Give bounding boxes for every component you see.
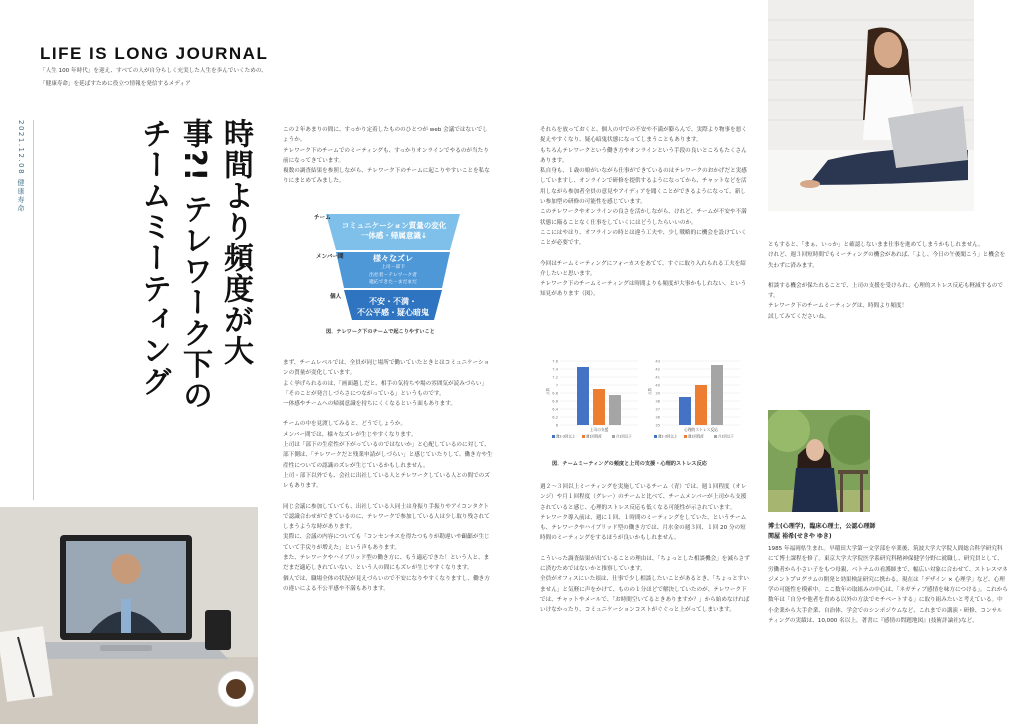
y-tick-label: 40 [655,383,660,388]
bar-support-0 [577,367,589,425]
y-tick-label: 39 [655,391,660,396]
divider [33,120,34,500]
intro-para: この２年あまりの間に、すっかり定着したもののひとつが web 会議ではないでしょうか。 [283,127,488,144]
body-para: 私自身も、１歳の娘がいながら仕事ができているのはテレワークのおかげだと実感していますし、オンラインで研修を提供するようになってから、チャットなどを活用しながら参加者全員の意見やアイディアを聞くことができるようになって、新しい参加型の研修の可能性を感じています。 [540,168,747,206]
spacer [283,409,493,419]
column3-text [768,240,1008,322]
legend-label: 週2-3回以上 [658,434,678,439]
bar-charts [536,355,746,465]
body-para: また、テレワークやハイブリッド型の働き方に、もう適応できた！という人と、まだまだ適応しきれていない、という人の間にもズレが生じやすくなります。 [283,555,490,572]
body-para: けれど、週３回短時間でもミーティングの機会があれば、「よし、今日の午後聞こう」と機会を失わずに済みます。 [768,252,1006,269]
legend-swatch [582,435,585,438]
funnel-text-members: 様々なズレ 上司－部下 出社者－テレワーク者 適応できた－まだまだ [369,254,417,285]
body-para: チームの中を見渡してみると、どうでしょうか。 [283,421,407,428]
legend-label: 月1回以下 [718,434,734,439]
author-photo [768,410,870,512]
bar-stress-0 [679,397,691,425]
y-tick-label: 38 [655,399,660,404]
body-para: 上司は「部下の生産性が下がっているのではないか」と心配しているのに対して、部下側は、「テレワークだと残業申請がしづらい」と感じていたりして、働き方や生産性についての認識のズレが生じているかもしれません。 [283,442,493,469]
body-para: 今回はチームミーティングにフォーカスをあてて、すぐに取り入れられる工夫を紹介したいと思います。 [540,260,746,277]
y-tick-label: 6.6 [552,399,558,404]
bar-chart-svg [536,355,746,451]
body-para: よく挙げられるのは、「画面越しだと、相手の気持ちや場の雰囲気が読みづらい」「そのことが発言しづらさにつながっている」というものです。 [283,380,488,397]
legend-swatch [684,435,687,438]
body-para: 一体感やチームへの帰属意識を持ちにくくなるという面もあります。 [283,401,456,408]
y-tick-label: 36 [655,415,660,420]
intro-para: 複数の調査結果を参照しながら、テレワーク下のチームに起こりやすいことを私なりにまとめてみました。 [283,168,490,185]
y-tick-label: 35 [655,423,660,428]
author-title: 博士(心理学)，臨床心理士，公認心理師 [768,523,876,530]
chart-caption: 図．チームミーティングの頻度と上司の支援・心理的ストレス反応 [552,461,707,467]
column2-top [540,125,750,300]
tagline-line1: 「人生 100 年時代」を迎え、すべての人が自分らしく充実した人生を歩んでいくための、 [40,68,267,74]
intro-para: テレワーク下のチームでのミーティングも、すっかりオンラインでやるのが当たり前になってきています。 [283,147,489,164]
y-tick-label: 41 [655,375,660,380]
article-date: 2021.12.08 健康寿命 [17,120,25,213]
legend-label: 月1回以下 [616,434,632,439]
bar-stress-2 [711,365,723,425]
brand-logo: LIFE IS LONG JOURNAL [40,44,269,63]
article-title: 時間より頻度が大事?! テレワーク下の チームミーティング [136,118,253,411]
funnel-label-individual: 個人 [330,294,342,300]
y-tick-label: 6 [555,423,558,428]
author-name: 関屋 裕希(せきや ゆき) [768,533,832,540]
x-category-label: 心理的ストレス反応 [683,427,719,432]
spacer [283,492,493,502]
body-para: それらを放っておくと、個人の中での不安や不満が膨らんで、実際より物事を悪く捉えやすくなり、疑心暗鬼状態になってしまうこともあります。 [540,127,747,144]
body-para: 試してみてくださいね。 [768,313,830,320]
y-tick-label: 7.6 [552,359,558,364]
y-tick-label: 6.4 [552,407,558,412]
spacer [768,271,1008,281]
funnel-diagram [300,210,480,335]
funnel-text-team: コミュニケーション質量の変化 一体感・帰属意識↓ [341,221,447,240]
body-para: テレワーク下のチームミーティングは時間よりも頻度が大事かもしれない、という知見があります（図）。 [540,281,747,298]
body-para: テレワーク導入前は、週に１回、１時間のミーティングをしていた、というチームも、テレワークやハイブリッド型の働き方では、月水金の週３回、１回 20 分の短時間のミーティングをするほうが良いかもしれません。 [540,514,747,542]
y-tick-label: 43 [655,359,660,364]
legend-label: 週1回程度 [688,434,704,439]
body-para: 全員がオフィスにいた頃は、仕事で少し相談したいことがあるとき、「ちょっとすいません」と気軽に声をかけて、ものの１分ほどで解決していたのが、テレワーク下では、チャットやメールで、「お時間空いてるときありますか？」から始めなければいけなかったり、コミュニケーションコストがぐぐっと上がってしまいます。 [540,576,750,614]
y-tick-label: 7 [555,383,558,388]
body-para: 相談する機会が保たれることで、上司の支援を受けられ、心理的ストレス反応も軽減するのです。 [768,282,1003,300]
author-bio: 1985 年福岡県生まれ。早稲田大学第一文学部を卒業後、筑波大学大学院人間総合科学研究科にて博士課程を修了。東京大学大学院医学系研究科精神保健学分野に就職し、研究員として、労働者から小さい子をもつ母親、ベトナムの看護師まで、幅広い対象に合わせて、ストレスマネジメントプログラムの開発と効果検証研究に携わる。現在は「デザイン × 心理学」など、心理学の可能性を模索中。ここ数年の取組みの中心は、「ネガティブ感情を味方につける」。これから数年は「自分や他者を責める以外の方法でモチベートする」に取り組みたいと考えている。中小企業から大手企業、自治体、学会でのシンポジウムなど、これまでの講演・研修、コンサルティングの実績は、10,000 名以上。著書に『感情の問題地図』(技術評論社)など。 [768,546,1008,625]
y-tick-label: 42 [655,367,660,372]
y-tick-label: 7.2 [552,375,558,380]
spacer [540,249,750,259]
bar-support-2 [609,395,621,425]
body-para: 同じ会議に参加していても、出社している人同士は身振り手振りやアイコンタクトで認識合わせができているのに、テレワークで参加している人は少し取り残されてしまうような時があります。 [283,503,490,531]
woman-laptop-photo [768,0,974,211]
tagline-line2: 「健康寿命」を延ばすために役立つ情報を発信するメディア [40,81,191,87]
body-para: メンバー間では、様々なズレが生じやすくなります。 [283,431,417,438]
laptop-photo [0,507,258,724]
y-axis-label: 点数 [546,387,550,395]
funnel-caption: 図．テレワーク下のチームで起こりやすいこと [326,329,435,335]
body-para: まず、チームレベルでは、全員が同じ場所で働いていたときとはコミュニケーションの質量が変化しています。 [283,360,490,377]
body-para: 実際に、会議の内容についても「コンセンサスを得たつもりが勘違いや齟齬が生じていて手戻りが増えた」という声もあります。 [283,534,490,551]
funnel-label-team: チーム [314,215,331,221]
y-tick-label: 7.4 [552,367,558,372]
column2-bottom [540,482,750,616]
author-block [768,522,1008,626]
body-para: もちろんテレワークという働き方やオンラインという手段の良いところもたくさんあります。 [540,147,747,164]
body-para: 個人では、職場全体の状況が見えづらいので不安になりやすくなりますし、働き方の違いによる不公平感や不満もあります。 [283,575,490,592]
legend-swatch [654,435,657,438]
y-tick-label: 37 [655,407,660,412]
funnel-text-individual: 不安・不満・ 不公平感・疑心暗鬼 [357,297,429,317]
intro-text [283,125,493,187]
body-para: テレワーク下のチームミーティングは、時間より頻度！ [768,303,908,310]
body-para: ここにはやはり、オフラインの時とは違う工夫や、少し戦略的に機会を設けていくことが必要です。 [540,229,747,247]
legend-label: 週1回程度 [586,434,602,439]
column1-body [283,358,493,594]
legend-label: 週2-3回以上 [556,434,576,439]
body-para: ともすると、「まぁ、いっか」と確認しないまま仕事を進めてしまうかもしれません。 [768,242,984,248]
y-tick-label: 6.8 [552,391,558,396]
bar-stress-1 [695,385,707,425]
body-para: こういった調査結果が出ていることの理由は、「ちょっとした相談機会」を減らさずに済むためではないかと推察しています。 [540,555,750,573]
funnel-label-members: メンバー間 [316,254,344,260]
legend-swatch [552,435,555,438]
body-para: 上司・部下以外でも、会社に出社している人とテレワークしている人との間でのズレもあります。 [283,472,490,490]
body-para: 週２〜３回以上ミーティングを実施しているチーム（青）では、週１回程度（オレンジ）や月１回程度（グレー）のチームと比べて、チームメンバーが上司から支援されていると感じ、心理的ストレス反応も低くなる可能性が示されています。 [540,484,747,511]
legend-swatch [612,435,615,438]
x-category-label: 上司の支援 [589,427,609,432]
body-para: このテレワークやオンラインの良さを活かしながら、けれど、チームが不安や不満状態に陥ることなく仕事をしていくにはどうしたらいいのか。 [540,209,747,226]
y-axis-label: 点数 [648,387,652,395]
spacer [540,544,750,554]
y-tick-label: 6.2 [552,415,558,420]
legend-swatch [714,435,717,438]
bar-support-1 [593,389,605,425]
